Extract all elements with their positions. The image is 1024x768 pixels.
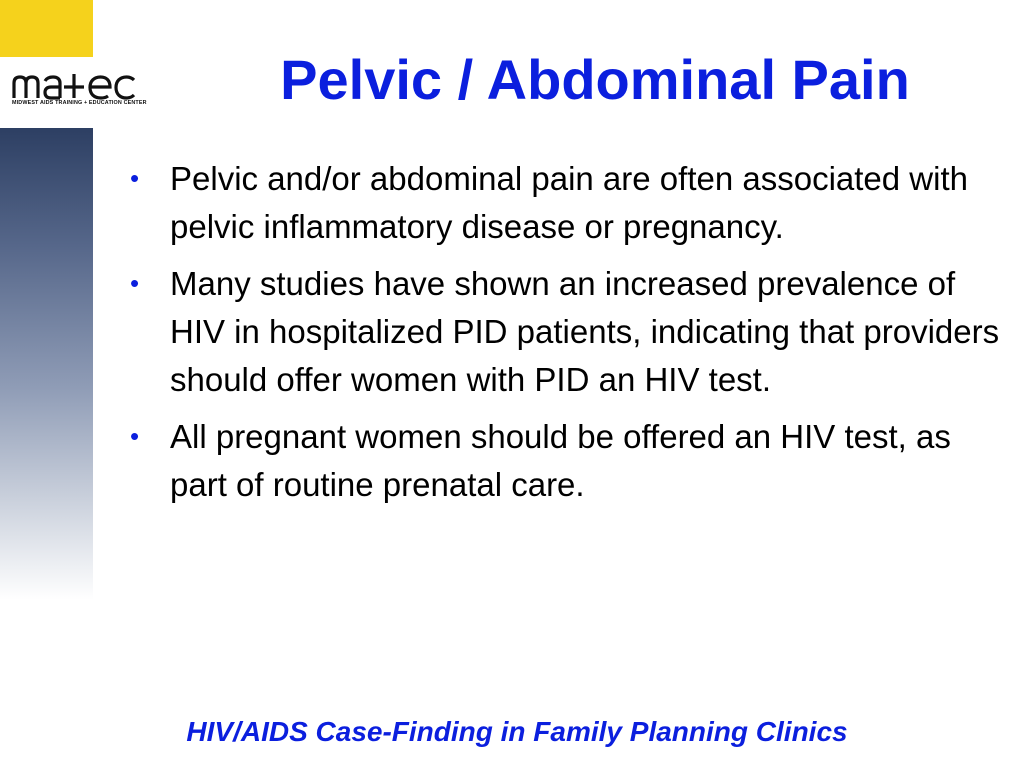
matec-wordmark: [12, 72, 172, 100]
bullet-marker: •: [130, 268, 140, 298]
bullet-text: All pregnant women should be offered an HIV test, as part of routine prenatal care.: [170, 418, 951, 503]
bullet-item: [130, 260, 1000, 404]
sidebar-gradient-bar: [0, 128, 93, 600]
logo-subtitle: MIDWEST AIDS TRAINING + EDUCATION CENTER: [12, 100, 147, 106]
slide-footer: HIV/AIDS Case-Finding in Family Planning Clinics: [186, 716, 848, 747]
yellow-accent-block: [0, 0, 93, 57]
matec-logo: [12, 72, 172, 112]
bullet-list: [130, 155, 1000, 518]
slide-title: Pelvic / Abdominal Pain: [280, 48, 910, 111]
bullet-item: [130, 155, 1000, 251]
bullet-item: [130, 413, 1000, 509]
bullet-text: Many studies have shown an increased prevalence of HIV in hospitalized PID patients, indicating that providers should offer women with PID an HIV test.: [170, 265, 1000, 398]
bullet-marker: •: [130, 163, 140, 193]
bullet-marker: •: [130, 421, 140, 451]
bullet-text: Pelvic and/or abdominal pain are often associated with pelvic inflammatory disease or pregnancy.: [170, 160, 968, 245]
